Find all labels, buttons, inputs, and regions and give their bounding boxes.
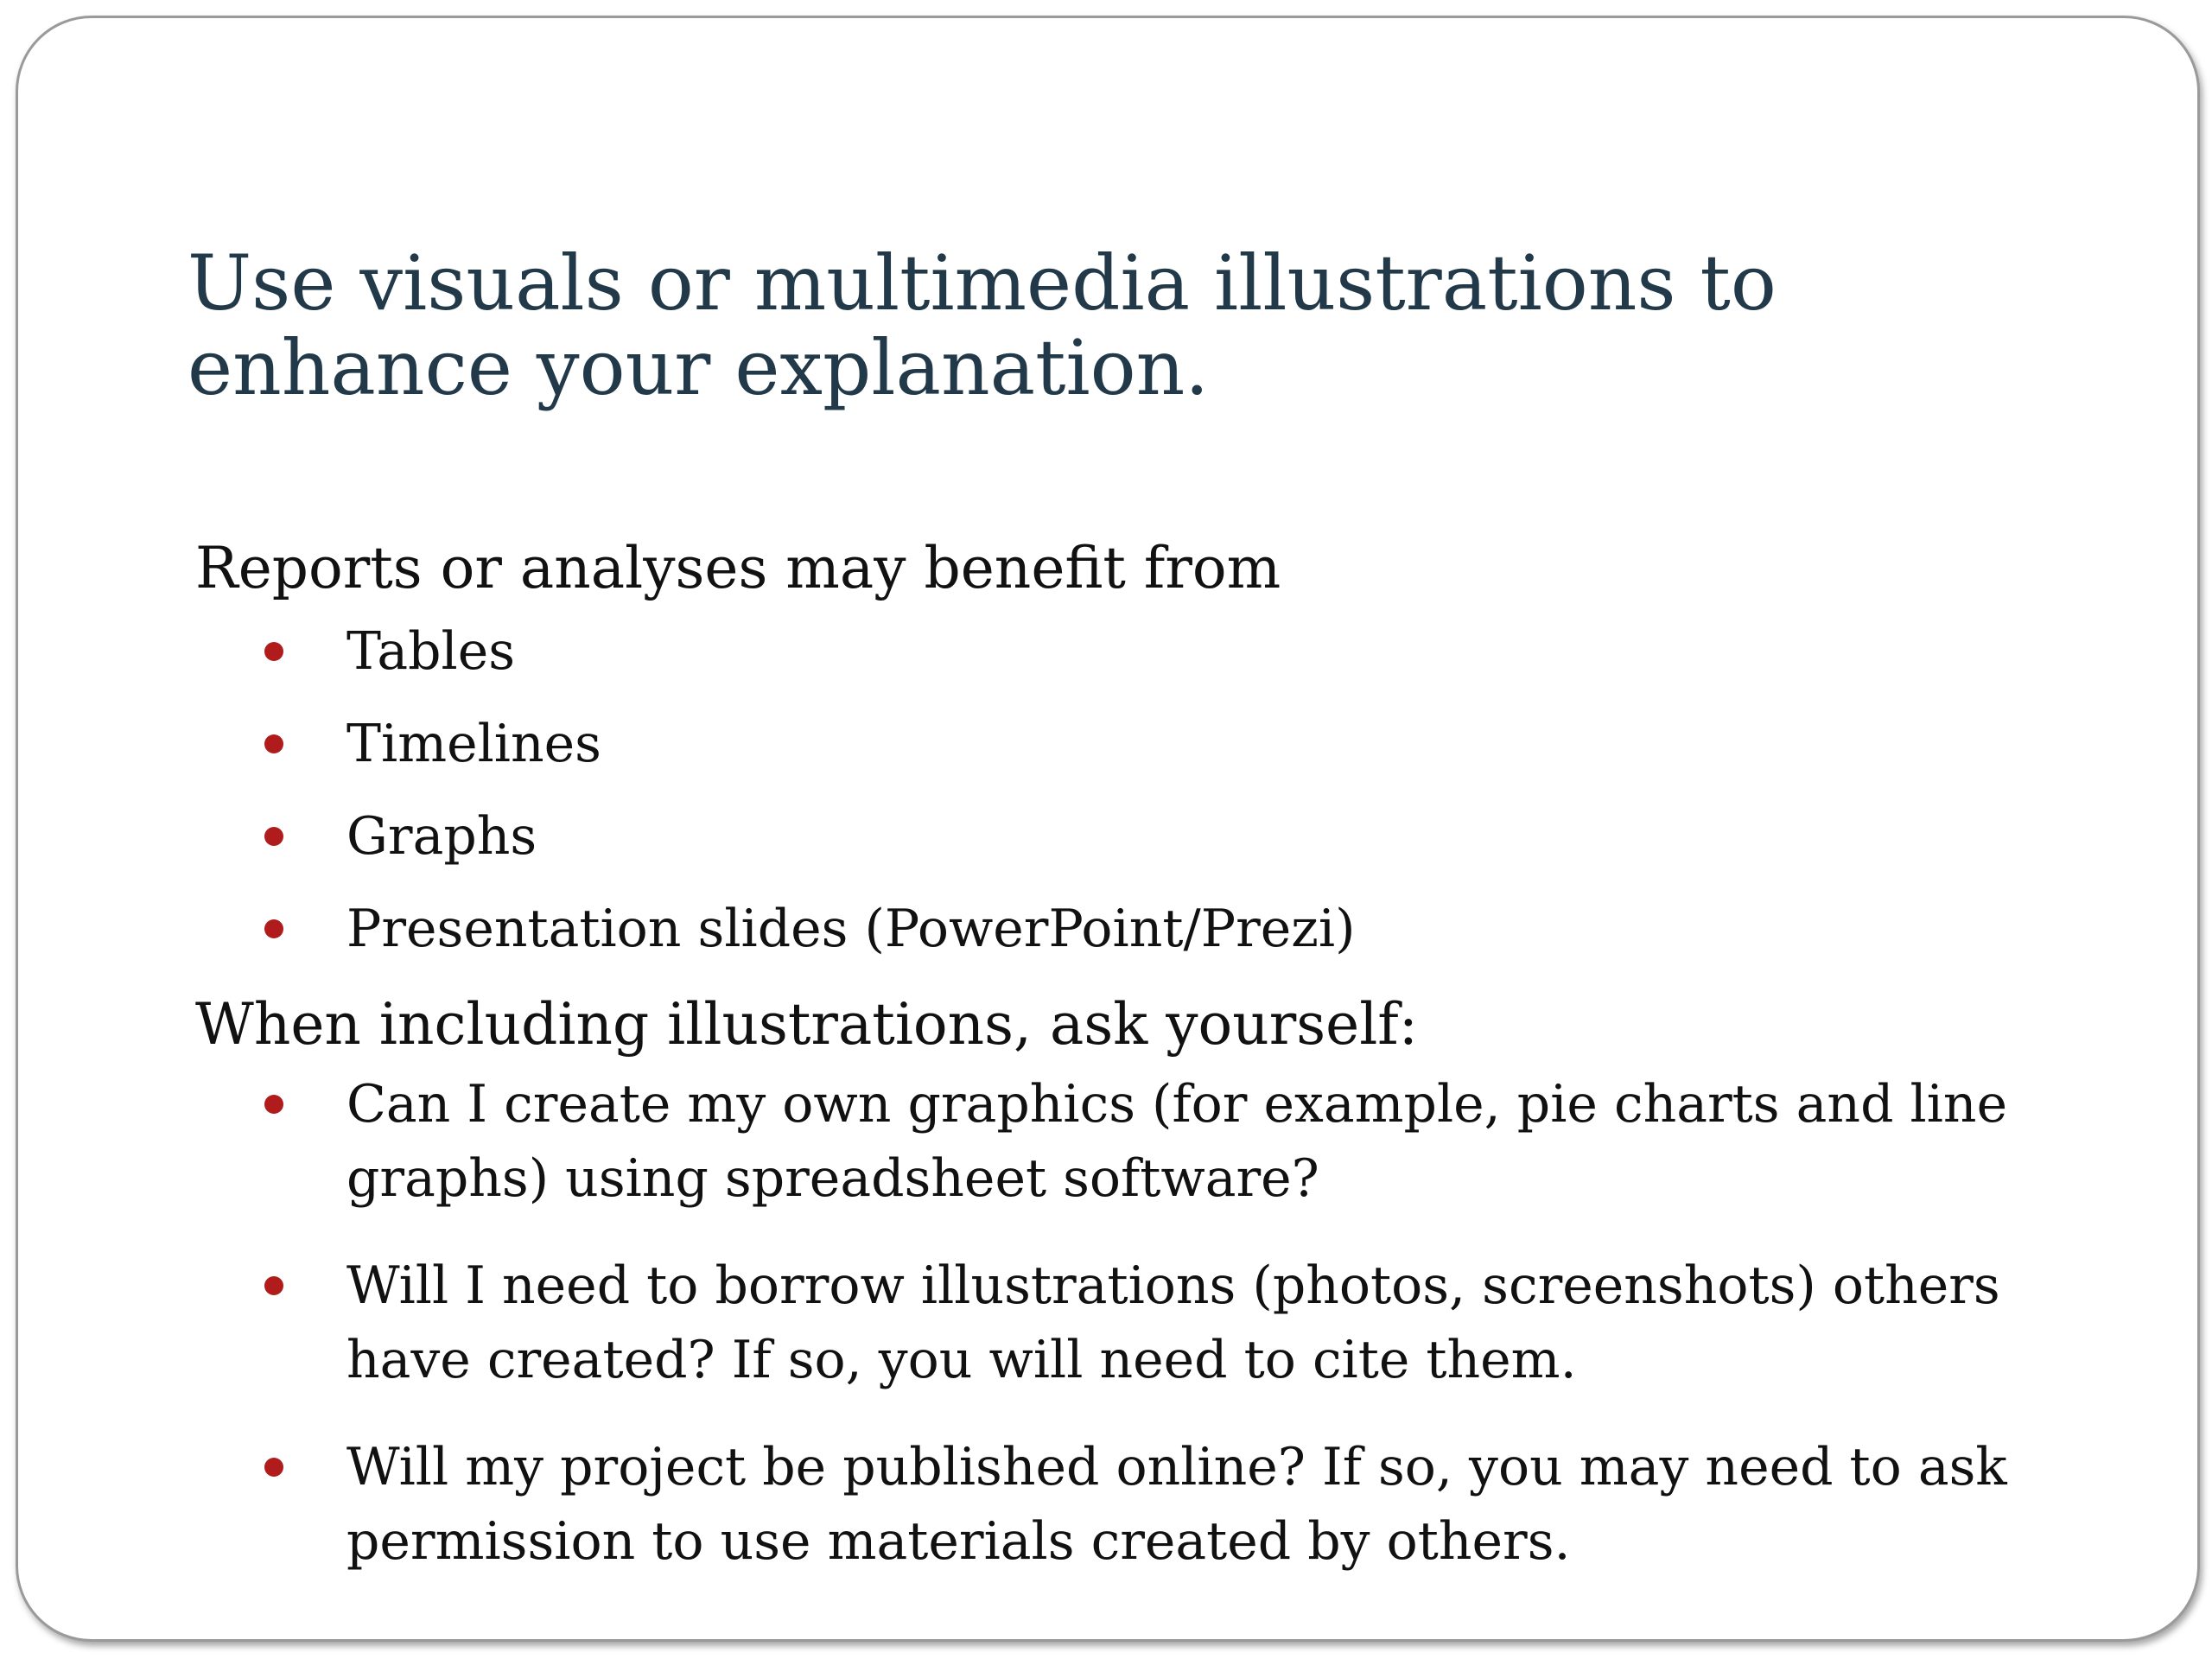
question-item-own-graphics xyxy=(195,1067,2079,1216)
slide-frame xyxy=(16,16,2200,1642)
list-item-label: Timelines xyxy=(346,714,601,774)
slide-title: Use visuals or multimedia illustrations to enhance your explanation. xyxy=(188,238,1777,412)
question-item-published-online xyxy=(195,1430,2079,1579)
bullet-dot-icon xyxy=(264,919,283,938)
questions-heading: When including illustrations, ask yourself: xyxy=(195,991,1418,1058)
bullet-dot-icon xyxy=(264,1095,283,1114)
question-item-label: Can I create my own graphics (for example, pie charts and line graphs) using spreadsheet software? xyxy=(346,1074,2008,1209)
list-item-presentation-slides xyxy=(195,892,2079,966)
bullet-dot-icon xyxy=(264,1458,283,1477)
bullet-dot-icon xyxy=(264,1276,283,1295)
bullet-dot-icon xyxy=(264,827,283,846)
list-item-timelines xyxy=(195,707,2079,781)
intro-heading: Reports or analyses may benefit from xyxy=(195,535,1281,601)
list-item-label: Presentation slides (PowerPoint/Prezi) xyxy=(346,899,1356,959)
list-item-tables xyxy=(195,614,2079,689)
bullet-dot-icon xyxy=(264,734,283,753)
list-item-label: Tables xyxy=(346,621,516,682)
question-item-borrow-illustrations xyxy=(195,1249,2079,1397)
illustration-types-list xyxy=(195,614,2079,966)
list-item-graphs xyxy=(195,799,2079,874)
question-item-label: Will my project be published online? If so, you may need to ask permission to use materials created by others. xyxy=(346,1437,2007,1572)
questions-list xyxy=(195,1067,2079,1579)
bullet-dot-icon xyxy=(264,642,283,661)
list-item-label: Graphs xyxy=(346,806,537,867)
slide-body xyxy=(195,528,2079,1611)
question-item-label: Will I need to borrow illustrations (photos, screenshots) others have created? If so, you will need to cite them. xyxy=(346,1255,2000,1390)
